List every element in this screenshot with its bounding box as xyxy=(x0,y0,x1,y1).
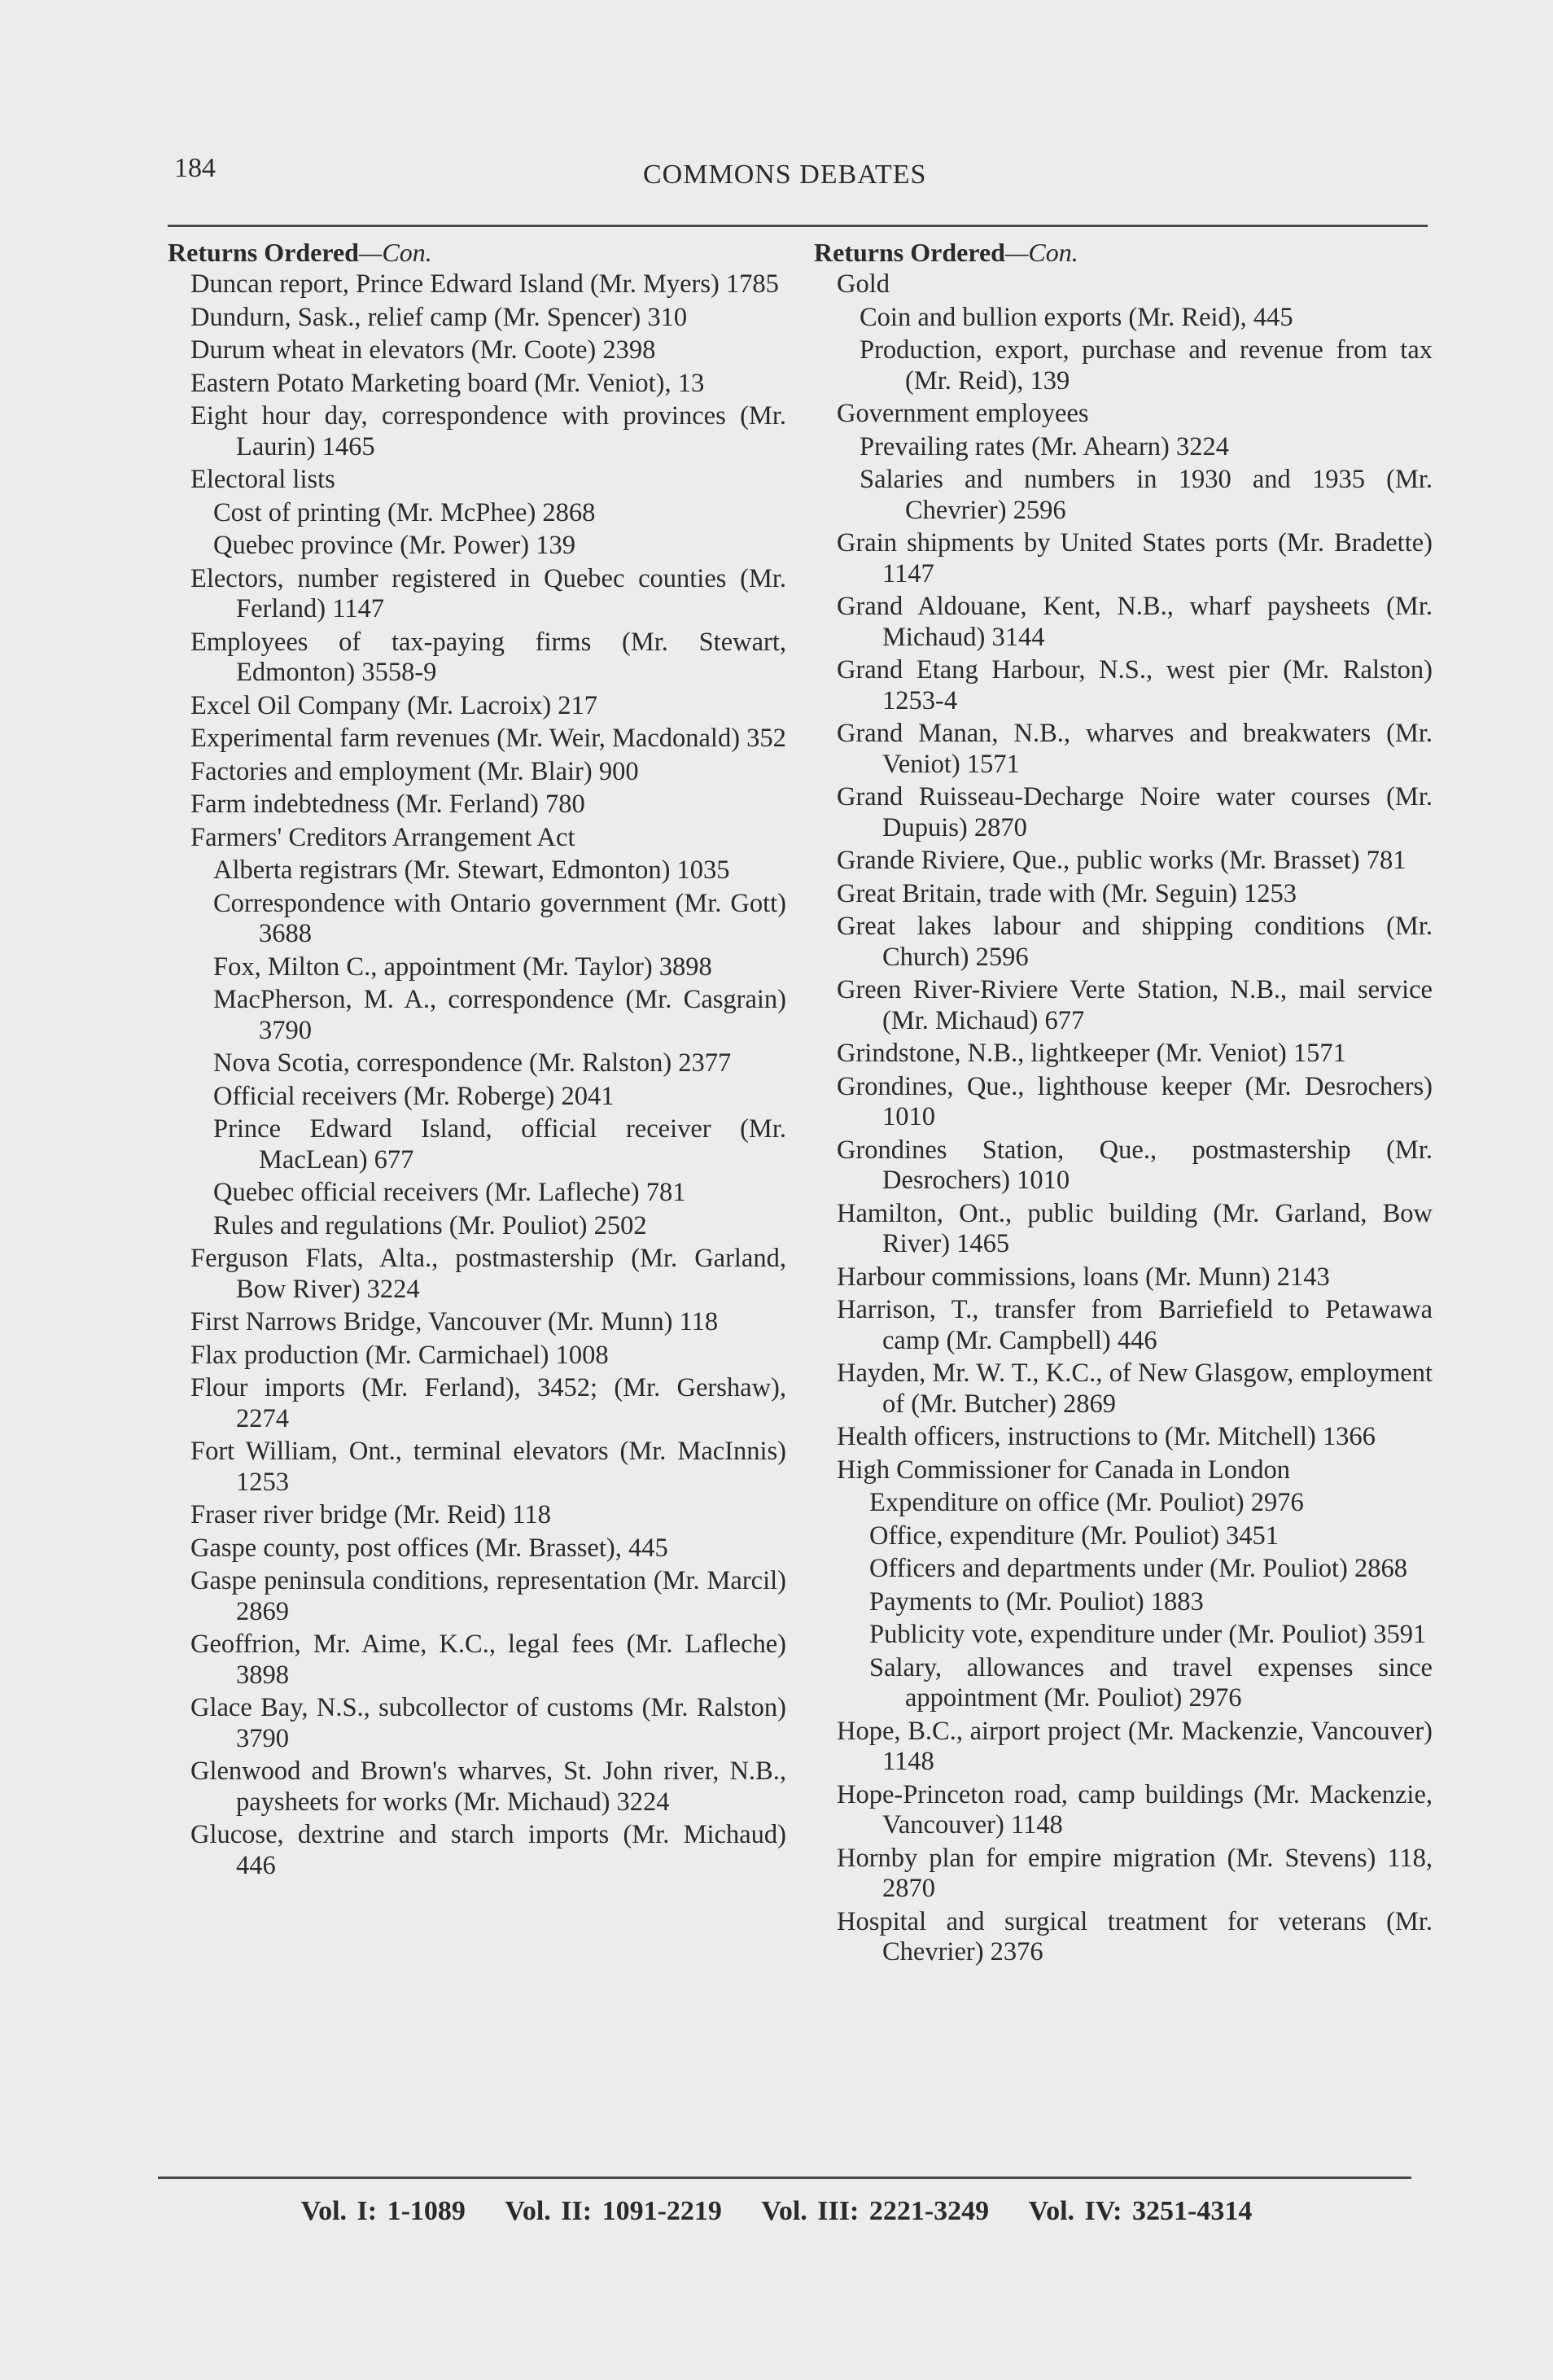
index-entry: Coin and bullion exports (Mr. Reid), 445 xyxy=(860,302,1293,332)
index-entry: Experimental farm revenues (Mr. Weir, Macdonald) 352 xyxy=(190,724,786,753)
top-rule xyxy=(168,225,1428,227)
index-entry: Cost of printing (Mr. McPhee) 2868 xyxy=(213,497,596,527)
index-entry: Electors, number registered in Quebec counties (Mr. Ferland) 1147 xyxy=(190,563,786,623)
index-entry: Ferguson Flats, Alta., postmastership (Mr. Garland, Bow River) 3224 xyxy=(190,1244,786,1304)
running-title: COMMONS DEBATES xyxy=(643,160,927,190)
index-entry: Expenditure on office (Mr. Pouliot) 2976 xyxy=(869,1488,1304,1517)
right-entries xyxy=(814,269,1433,1968)
index-entry: Fort William, Ont., terminal elevators (Mr. MacInnis) 1253 xyxy=(190,1437,786,1497)
index-entry: Glenwood and Brown's wharves, St. John river, N.B., paysheets for works (Mr. Michaud) 3224 xyxy=(190,1757,786,1817)
volume-range: Vol. III: 2221-3249 xyxy=(761,2196,990,2226)
index-entry: Salaries and numbers in 1930 and 1935 (Mr. Chevrier) 2596 xyxy=(860,465,1433,525)
heading-italic: —Con. xyxy=(358,238,432,267)
index-entry: Farm indebtedness (Mr. Ferland) 780 xyxy=(190,790,585,819)
index-entry: Duncan report, Prince Edward Island (Mr. Myers) 1785 xyxy=(190,269,779,299)
index-entry: Employees of tax-paying firms (Mr. Stewart, Edmonton) 3558-9 xyxy=(190,627,786,687)
index-entry: Quebec province (Mr. Power) 139 xyxy=(213,531,575,560)
left-column-heading xyxy=(168,238,786,268)
index-entry: Production, export, purchase and revenue from tax (Mr. Reid), 139 xyxy=(860,335,1433,396)
index-entry: Gaspe county, post offices (Mr. Brasset), 445 xyxy=(190,1533,668,1563)
index-entry: Glace Bay, N.S., subcollector of customs (Mr. Ralston) 3790 xyxy=(190,1693,786,1753)
index-entry: Grand Etang Harbour, N.S., west pier (Mr. Ralston) 1253-4 xyxy=(837,655,1433,715)
index-entry: MacPherson, M. A., correspondence (Mr. Casgrain) 3790 xyxy=(213,985,786,1045)
left-column xyxy=(168,238,786,1883)
index-entry: Great lakes labour and shipping conditions (Mr. Church) 2596 xyxy=(837,912,1433,972)
index-entry: Grand Aldouane, Kent, N.B., wharf paysheets (Mr. Michaud) 3144 xyxy=(837,592,1433,652)
index-entry: Grande Riviere, Que., public works (Mr. Brasset) 781 xyxy=(837,846,1406,875)
index-entry: Government employees xyxy=(837,399,1089,428)
index-entry: Rules and regulations (Mr. Pouliot) 2502 xyxy=(213,1210,647,1240)
index-entry: Fraser river bridge (Mr. Reid) 118 xyxy=(190,1500,551,1529)
index-entry: Official receivers (Mr. Roberge) 2041 xyxy=(213,1081,615,1111)
index-entry: Quebec official receivers (Mr. Lafleche) 781 xyxy=(213,1178,686,1207)
index-entry: Green River-Riviere Verte Station, N.B., mail service (Mr. Michaud) 677 xyxy=(837,975,1433,1035)
bottom-rule xyxy=(158,2177,1411,2179)
heading-bold: Returns Ordered xyxy=(814,238,1005,267)
index-entry: Dundurn, Sask., relief camp (Mr. Spencer) 310 xyxy=(190,302,688,332)
index-entry: Hayden, Mr. W. T., K.C., of New Glasgow, employment of (Mr. Butcher) 2869 xyxy=(837,1358,1433,1419)
index-entry: Grindstone, N.B., lightkeeper (Mr. Veniot) 1571 xyxy=(837,1039,1346,1068)
index-entry: Eastern Potato Marketing board (Mr. Veniot), 13 xyxy=(190,368,705,398)
index-entry: Grain shipments by United States ports (Mr. Bradette) 1147 xyxy=(837,528,1433,588)
volume-range: Vol. IV: 3251-4314 xyxy=(1028,2196,1253,2226)
index-entry: Correspondence with Ontario government (Mr. Gott) 3688 xyxy=(213,888,786,948)
right-column xyxy=(814,238,1433,1971)
index-entry: Alberta registrars (Mr. Stewart, Edmonton) 1035 xyxy=(213,855,730,885)
index-entry: Harbour commissions, loans (Mr. Munn) 2143 xyxy=(837,1262,1330,1292)
heading-bold: Returns Ordered xyxy=(168,238,359,267)
index-entry: Publicity vote, expenditure under (Mr. Pouliot) 3591 xyxy=(869,1620,1427,1649)
index-entry: Fox, Milton C., appointment (Mr. Taylor) 3898 xyxy=(213,952,712,982)
index-entry: Eight hour day, correspondence with provinces (Mr. Laurin) 1465 xyxy=(190,401,786,462)
index-entry: Electoral lists xyxy=(190,465,335,494)
index-entry: Flax production (Mr. Carmichael) 1008 xyxy=(190,1340,609,1370)
index-entry: Gold xyxy=(837,269,890,299)
index-entry: Hospital and surgical treatment for veterans (Mr. Chevrier) 2376 xyxy=(837,1906,1433,1967)
right-column-heading xyxy=(814,238,1433,268)
index-entry: Officers and departments under (Mr. Pouliot) 2868 xyxy=(869,1554,1407,1583)
index-entry: Nova Scotia, correspondence (Mr. Ralston) 2377 xyxy=(213,1048,732,1078)
index-entry: Hope, B.C., airport project (Mr. Mackenzie, Vancouver) 1148 xyxy=(837,1716,1433,1776)
index-entry: Harrison, T., transfer from Barriefield to Petawawa camp (Mr. Campbell) 446 xyxy=(837,1295,1433,1355)
index-entry: High Commissioner for Canada in London xyxy=(837,1455,1290,1485)
volume-footer xyxy=(0,2196,1553,2227)
index-entry: Flour imports (Mr. Ferland), 3452; (Mr. Gershaw), 2274 xyxy=(190,1373,786,1433)
index-entry: Durum wheat in elevators (Mr. Coote) 2398 xyxy=(190,335,656,365)
index-entry: Hope-Princeton road, camp buildings (Mr. Mackenzie, Vancouver) 1148 xyxy=(837,1779,1433,1840)
index-entry: Grondines Station, Que., postmastership (Mr. Desrochers) 1010 xyxy=(837,1135,1433,1195)
index-entry: Office, expenditure (Mr. Pouliot) 3451 xyxy=(869,1520,1280,1551)
index-entry: Glucose, dextrine and starch imports (Mr. Michaud) 446 xyxy=(190,1820,786,1880)
heading-italic: —Con. xyxy=(1004,238,1078,267)
index-entry: Farmers' Creditors Arrangement Act xyxy=(190,822,575,852)
left-entries xyxy=(168,269,786,1881)
index-entry: Payments to (Mr. Pouliot) 1883 xyxy=(869,1586,1204,1617)
index-entry: Hamilton, Ont., public building (Mr. Garland, Bow River) 1465 xyxy=(837,1198,1433,1258)
index-entry: First Narrows Bridge, Vancouver (Mr. Munn) 118 xyxy=(190,1307,719,1337)
index-entry: Excel Oil Company (Mr. Lacroix) 217 xyxy=(190,690,598,720)
index-entry: Grondines, Que., lighthouse keeper (Mr. Desrochers) 1010 xyxy=(837,1071,1433,1131)
index-entry: Gaspe peninsula conditions, representation (Mr. Marcil) 2869 xyxy=(190,1566,786,1626)
volume-range: Vol. I: 1-1089 xyxy=(300,2196,466,2226)
index-entry: Great Britain, trade with (Mr. Seguin) 1253 xyxy=(837,878,1297,908)
index-entry: Factories and employment (Mr. Blair) 900 xyxy=(190,756,639,786)
index-entry: Prince Edward Island, official receiver (Mr. MacLean) 677 xyxy=(213,1114,786,1175)
page-number: 184 xyxy=(174,153,216,183)
index-entry: Grand Manan, N.B., wharves and breakwaters (Mr. Veniot) 1571 xyxy=(837,719,1433,779)
index-entry: Salary, allowances and travel expenses since appointment (Mr. Pouliot) 2976 xyxy=(869,1652,1433,1713)
index-entry: Grand Ruisseau-Decharge Noire water courses (Mr. Dupuis) 2870 xyxy=(837,782,1433,842)
index-entry: Hornby plan for empire migration (Mr. Stevens) 118, 2870 xyxy=(837,1843,1433,1903)
index-entry: Health officers, instructions to (Mr. Mitchell) 1366 xyxy=(837,1422,1376,1451)
index-entry: Geoffrion, Mr. Aime, K.C., legal fees (Mr. Lafleche) 3898 xyxy=(190,1630,786,1690)
index-entry: Prevailing rates (Mr. Ahearn) 3224 xyxy=(860,431,1229,462)
volume-range: Vol. II: 1091-2219 xyxy=(505,2196,722,2226)
